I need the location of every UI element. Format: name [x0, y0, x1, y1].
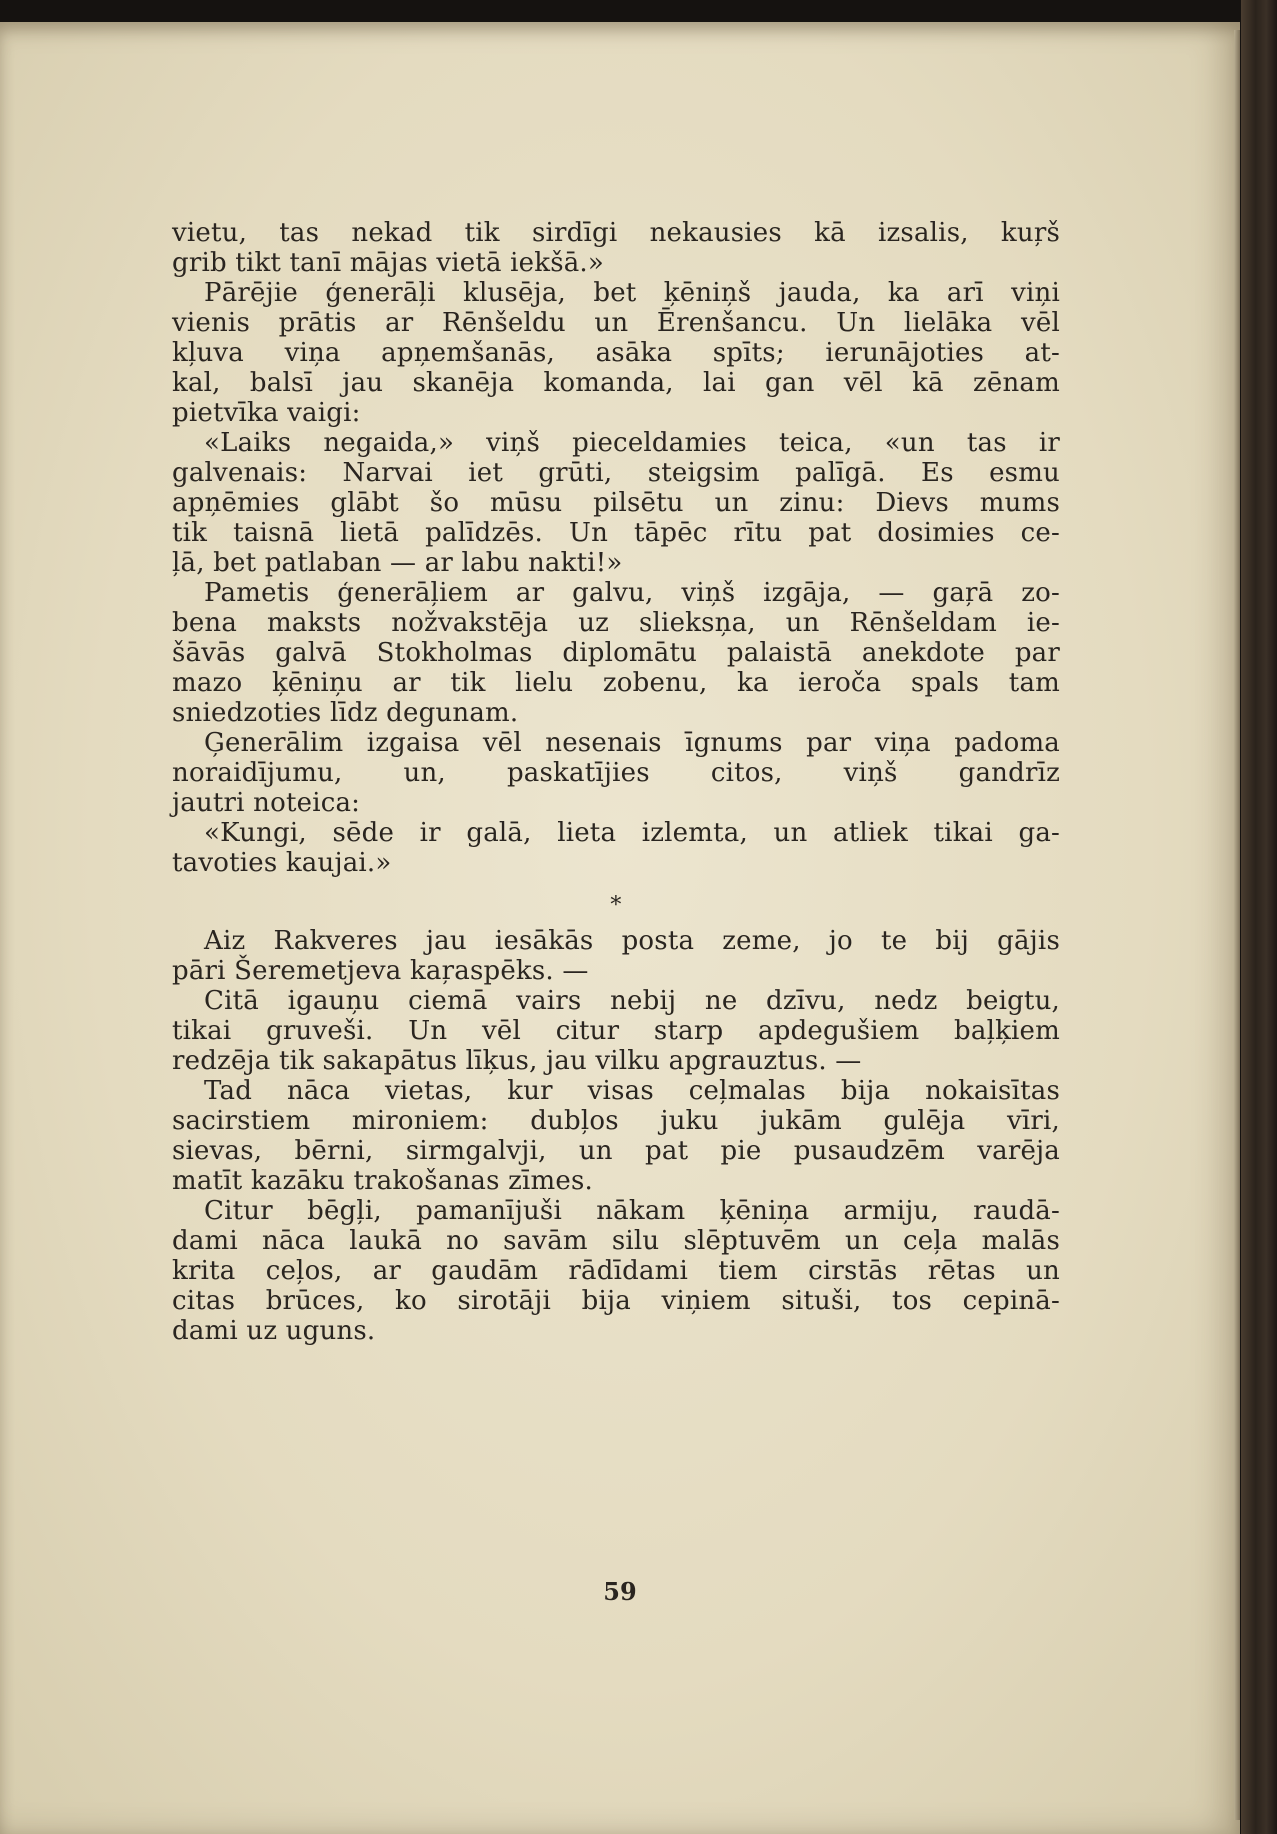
text-line: mazo ķēniņu ar tik lielu zobenu, ka ieroča spals tam — [172, 668, 1060, 698]
text-line: galvenais: Narvai iet grūti, steigsim palīgā. Es esmu — [172, 458, 1060, 488]
text-line: apņēmies glābt šo mūsu pilsētu un zinu: Dievs mums — [172, 488, 1060, 518]
text-line: Pārējie ģenerāļi klusēja, bet ķēniņš jauda, ka arī viņi — [204, 278, 1060, 308]
text-line: Tad nāca vietas, kur visas ceļmalas bija nokaisītas — [204, 1076, 1060, 1106]
page-number: 59 — [603, 1577, 637, 1606]
text-line: kļuva viņa apņemšanās, asāka spīts; ierunājoties at- — [172, 338, 1060, 368]
text-line: «Laiks negaida,» viņš pieceldamies teica, «un tas ir — [204, 428, 1060, 458]
text-line: sievas, bērni, sirmgalvji, un pat pie pusaudzēm varēja — [172, 1136, 1060, 1166]
page-body-text — [172, 218, 1060, 1346]
text-line: Pametis ģenerāļiem ar galvu, viņš izgāja, — gaŗā zo- — [204, 578, 1060, 608]
text-line: Citur bēgļi, pamanījuši nākam ķēniņa armiju, raudā- — [204, 1196, 1060, 1226]
page-edge — [1234, 30, 1240, 1820]
text-line: sniedzoties līdz degunam. — [172, 698, 519, 728]
section-break-asterisk: * — [610, 893, 622, 918]
text-line: tik taisnā lietā palīdzēs. Un tāpēc rītu pat dosimies ce- — [172, 518, 1060, 548]
text-line: bena maksts nožvakstēja uz slieksņa, un Rēnšeldam ie- — [172, 608, 1060, 638]
text-line: grib tikt tanī mājas vietā iekšā.» — [172, 248, 605, 278]
text-line: dami nāca laukā no savām silu slēptuvēm un ceļa malās — [172, 1226, 1060, 1256]
text-line: «Kungi, sēde ir galā, lieta izlemta, un atliek tikai ga- — [204, 818, 1060, 848]
text-line: Aiz Rakveres jau iesākās posta zeme, jo te bij gājis — [204, 926, 1060, 956]
text-line: kal, balsī jau skanēja komanda, lai gan vēl kā zēnam — [172, 368, 1060, 398]
text-line: krita ceļos, ar gaudām rādīdami tiem cirstās rētas un — [172, 1256, 1060, 1286]
text-line: tikai gruveši. Un vēl citur starp apdegušiem baļķiem — [172, 1016, 1060, 1046]
text-line: matīt kazāku trakošanas zīmes. — [172, 1166, 593, 1196]
text-line: Citā igauņu ciemā vairs nebij ne dzīvu, nedz beigtu, — [204, 986, 1060, 1016]
text-line: vienis prātis ar Rēnšeldu un Ērenšancu. Un lielāka vēl — [172, 308, 1060, 338]
text-line: ļā, bet patlaban — ar labu nakti!» — [172, 548, 623, 578]
text-line: jautri noteica: — [172, 788, 361, 818]
text-line: sacirstiem mironiem: dubļos juku jukām gulēja vīri, — [172, 1106, 1060, 1136]
text-line: citas brūces, ko sirotāji bija viņiem situši, tos cepinā- — [172, 1286, 1060, 1316]
text-line: tavoties kaujai.» — [172, 848, 392, 878]
text-line: redzēja tik sakapātus līķus, jau vilku apgrauztus. — — [172, 1046, 862, 1076]
text-line: pāri Šeremetjeva kaŗaspēks. — — [172, 956, 589, 986]
text-line: šāvās galvā Stokholmas diplomātu palaistā anekdote par — [172, 638, 1060, 668]
text-line: Ģenerālim izgaisa vēl nesenais īgnums par viņa padomа — [204, 728, 1060, 758]
text-line: dami uz uguns. — [172, 1316, 376, 1346]
book-spine — [1241, 0, 1277, 1834]
text-line: pietvīka vaigi: — [172, 398, 361, 428]
text-line: vietu, tas nekad tik sirdīgi nekausies kā izsalis, kuŗš — [172, 218, 1060, 248]
page-paper — [0, 22, 1240, 1834]
text-line: noraidījumu, un, paskatījies citos, viņš gandrīz — [172, 758, 1060, 788]
